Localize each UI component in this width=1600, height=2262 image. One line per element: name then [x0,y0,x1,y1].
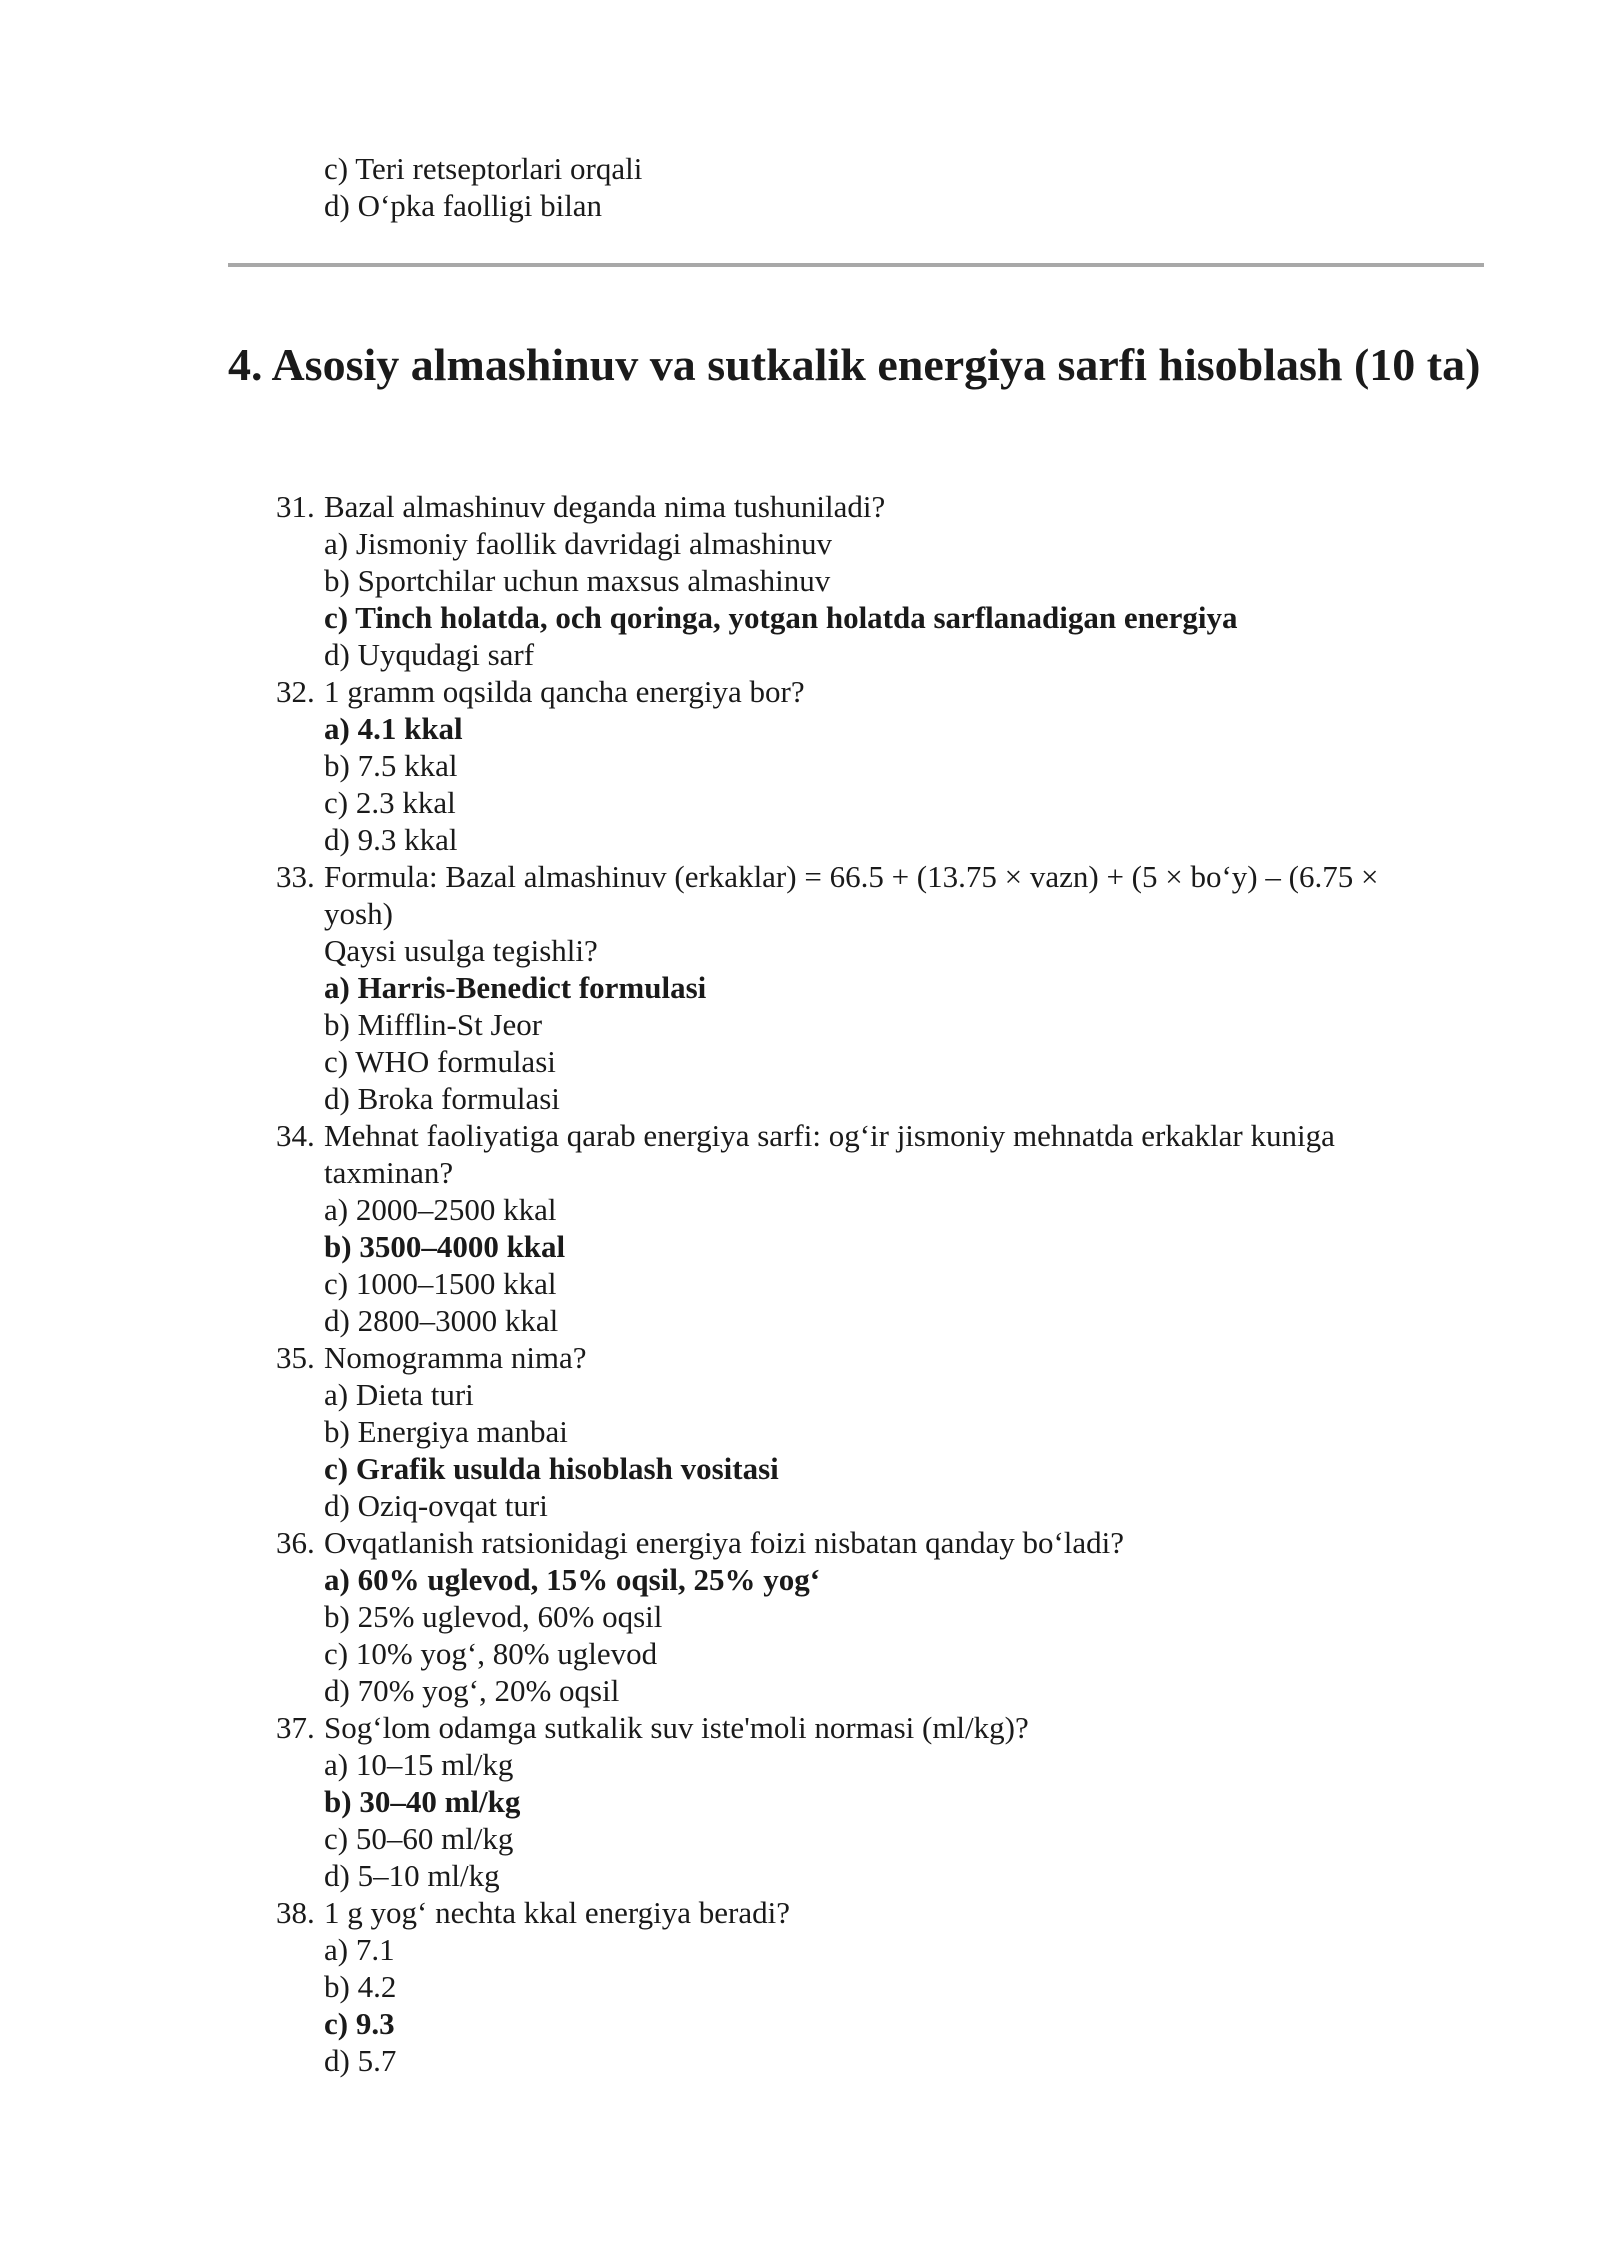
answer-option: d) 5–10 ml/kg [324,1858,500,1893]
correct-answer-option: b) 30–40 ml/kg [324,1784,521,1819]
answer-option: c) WHO formulasi [324,1044,556,1079]
question-text: Mehnat faoliyatiga qarab energiya sarfi: og‘ir jismoniy mehnatda erkaklar kuniga taxminan? [324,1118,1335,1190]
answer-option: c) 2.3 kkal [324,785,456,820]
answer-option: b) 7.5 kkal [324,748,458,783]
answer-option: b) Mifflin-St Jeor [324,1007,543,1042]
answer-option: d) 2800–3000 kkal [324,1303,559,1338]
previous-question-options [324,150,642,224]
answer-option: d) 70% yog‘, 20% oqsil [324,1673,620,1708]
answer-option: d) 5.7 [324,2043,397,2078]
answer-option: a) 10–15 ml/kg [324,1747,514,1782]
question-item [276,488,1456,673]
question-item [276,1894,1456,2079]
answer-option: b) Energiya manbai [324,1414,568,1449]
question-item [276,858,1456,1117]
answer-option: c) 10% yog‘, 80% uglevod [324,1636,658,1671]
answer-option: a) Dieta turi [324,1377,474,1412]
correct-answer-option: a) 60% uglevod, 15% oqsil, 25% yog‘ [324,1562,821,1597]
answer-option: b) 25% uglevod, 60% oqsil [324,1599,663,1634]
question-number: 33. [276,859,315,894]
question-text: Ovqatlanish ratsionidagi energiya foizi nisbatan qanday bo‘ladi? [324,1525,1125,1560]
correct-answer-option: a) Harris-Benedict formulasi [324,970,707,1005]
section-title: 4. Asosiy almashinuv va sutkalik energiya sarfi hisoblash (10 ta) [228,339,1481,390]
question-item [276,1117,1456,1339]
question-item [276,673,1456,858]
question-text: Nomogramma nima? [324,1340,587,1375]
question-number: 34. [276,1118,315,1153]
question-text: Bazal almashinuv deganda nima tushuniladi? [324,489,886,524]
horizontal-divider [228,263,1484,267]
question-number: 35. [276,1340,315,1375]
answer-option: d) Uyqudagi sarf [324,637,535,672]
correct-answer-option: b) 3500–4000 kkal [324,1229,566,1264]
answer-option: b) Sportchilar uchun maxsus almashinuv [324,563,831,598]
answer-option: a) 7.1 [324,1932,395,1967]
question-item [276,1339,1456,1524]
question-list [276,488,1456,2079]
correct-answer-option: c) Tinch holatda, och qoringa, yotgan holatda sarflanadigan energiya [324,600,1238,635]
question-text: 1 gramm oqsilda qancha energiya bor? [324,674,805,709]
option-item: c) Teri retseptorlari orqali [324,151,643,186]
correct-answer-option: a) 4.1 kkal [324,711,463,746]
correct-answer-option: c) Grafik usulda hisoblash vositasi [324,1451,779,1486]
question-item [276,1709,1456,1894]
question-text: Sog‘lom odamga sutkalik suv iste'moli normasi (ml/kg)? [324,1710,1029,1745]
answer-option: a) 2000–2500 kkal [324,1192,557,1227]
question-number: 36. [276,1525,315,1560]
correct-answer-option: c) 9.3 [324,2006,395,2041]
answer-option: c) 1000–1500 kkal [324,1266,557,1301]
option-item: d) O‘pka faolligi bilan [324,188,603,223]
question-number: 32. [276,674,315,709]
question-number: 38. [276,1895,315,1930]
question-number: 37. [276,1710,315,1745]
answer-option: a) Jismoniy faollik davridagi almashinuv [324,526,832,561]
answer-option: d) 9.3 kkal [324,822,458,857]
question-text: 1 g yog‘ nechta kkal energiya beradi? [324,1895,790,1930]
question-text: Formula: Bazal almashinuv (erkaklar) = 66.5 + (13.75 × vazn) + (5 × bo‘y) – (6.75 × yosh) Qaysi usulga tegishli? [324,859,1379,968]
question-item [276,1524,1456,1709]
answer-option: b) 4.2 [324,1969,397,2004]
answer-option: c) 50–60 ml/kg [324,1821,514,1856]
answer-option: d) Oziq-ovqat turi [324,1488,548,1523]
question-number: 31. [276,489,315,524]
answer-option: d) Broka formulasi [324,1081,560,1116]
